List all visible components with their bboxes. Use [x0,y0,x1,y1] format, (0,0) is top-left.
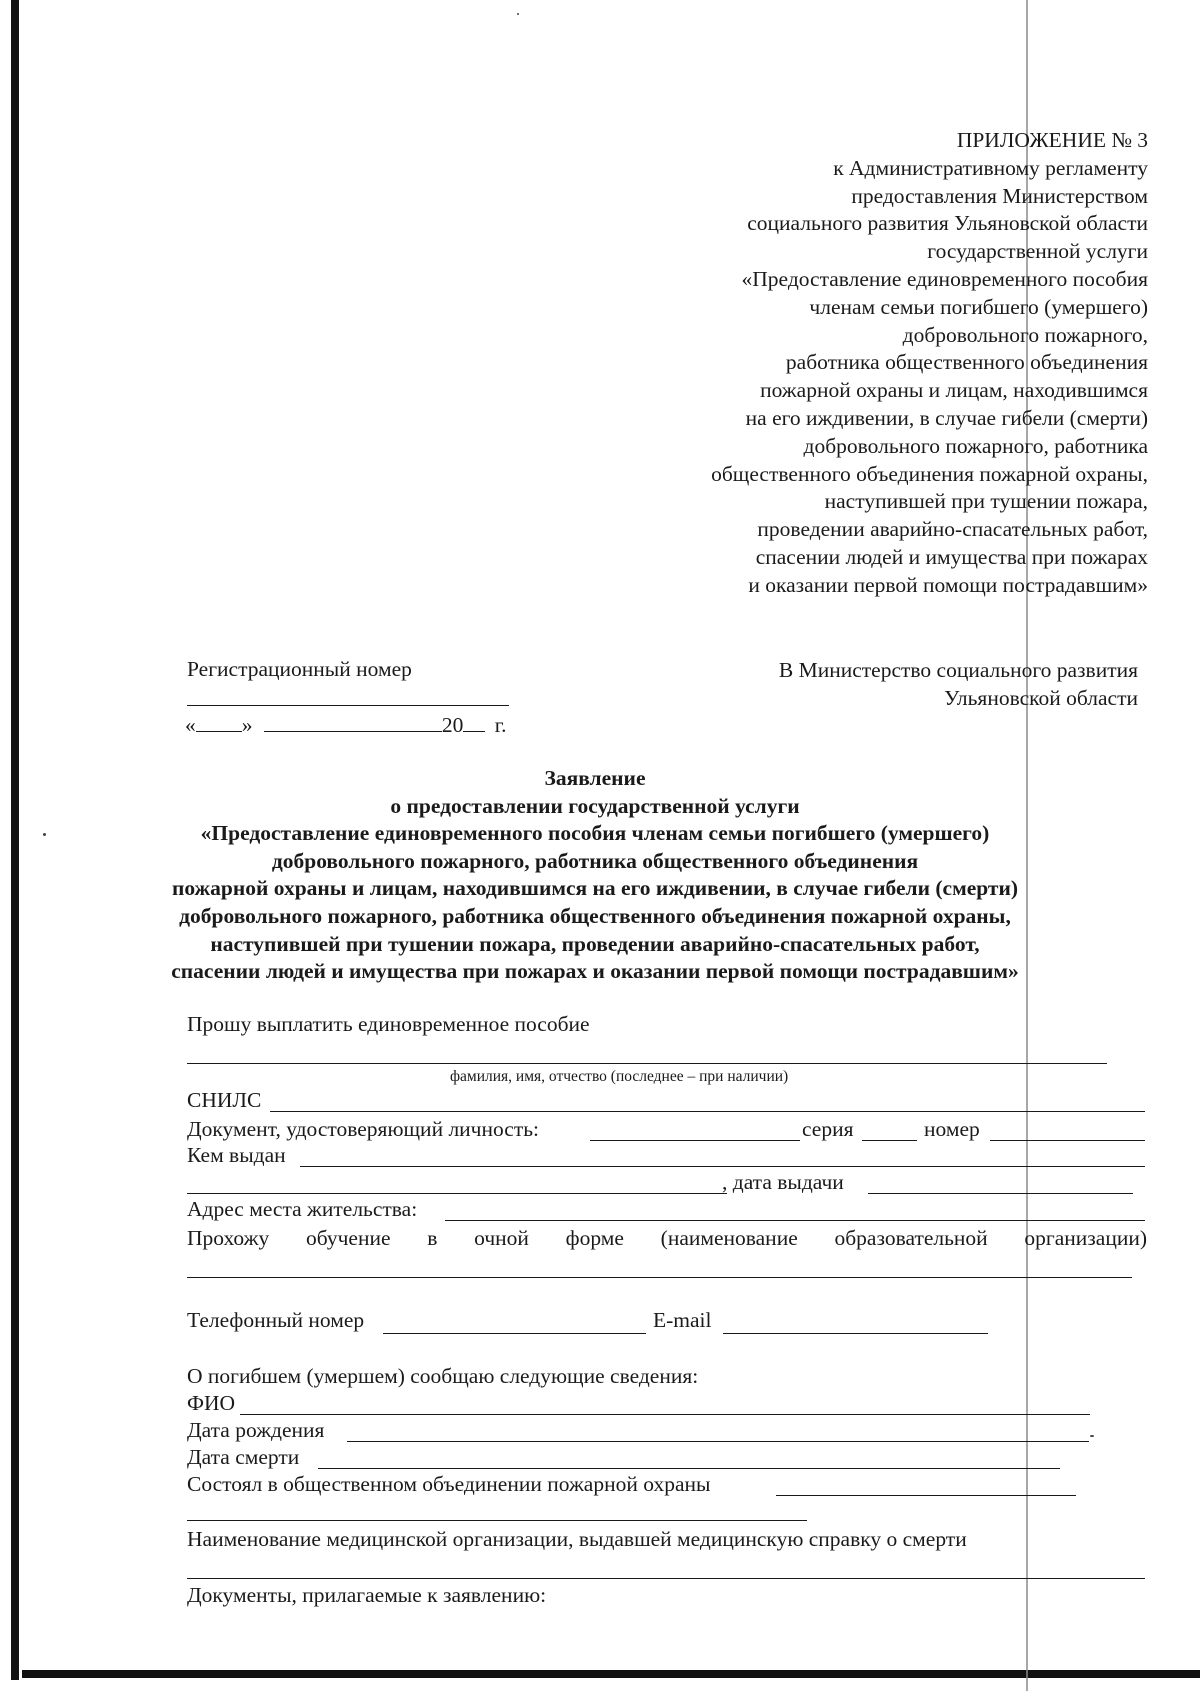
issued-by-label: Кем выдан [187,1143,286,1167]
study-word: образовательной [834,1226,988,1250]
death-date-label: Дата смерти [187,1445,300,1469]
deceased-fio-label: ФИО [187,1391,236,1415]
death-date-field[interactable] [318,1468,1060,1469]
birth-date-field[interactable] [347,1441,1089,1442]
title-line: спасении людей и имущества при пожарах и оказании первой помощи пострадавшим» [171,959,1019,984]
issued-by-field-continued[interactable] [187,1193,727,1194]
study-line [187,1226,1147,1251]
scan-edge-bottom [22,1670,1200,1678]
appendix-line: и оказании первой помощи пострадавшим» [748,572,1148,597]
deceased-fio-field[interactable] [240,1414,1090,1415]
membership-label: Состоял в общественном объединении пожарной охраны [187,1472,711,1496]
scan-speck [43,833,46,836]
registration-number-label: Регистрационный номер [187,657,412,681]
recipient-block [779,657,1138,712]
membership-field[interactable] [776,1495,1076,1496]
title-line: наступившей при тушении пожара, проведении аварийно-спасательных работ, [210,931,980,956]
study-word: форме [565,1226,624,1250]
study-word: (наименование [660,1226,798,1250]
appendix-line: пожарной охраны и лицам, находившимся [760,378,1148,403]
title-line: «Предоставление единовременного пособия членам семьи погибшего (умершего) [200,821,990,846]
appendix-header [548,127,1148,600]
date-close-quote: » [241,713,253,737]
study-word: обучение [305,1226,391,1250]
number-label: номер [924,1117,980,1141]
study-word: организации) [1024,1226,1147,1250]
scan-speck [1090,1435,1094,1437]
scan-speck [517,13,519,15]
membership-field-continued[interactable] [187,1520,807,1521]
registration-date [185,711,507,738]
appendix-line: работника общественного объединения [785,350,1148,375]
deceased-intro: О погибшем (умершем) сообщаю следующие сведения: [187,1364,699,1388]
appendix-line: общественного объединения пожарной охраны, [711,461,1148,486]
appendix-line: ПРИЛОЖЕНИЕ № 3 [956,128,1148,152]
id-document-label: Документ, удостоверяющий личность: [187,1117,539,1141]
address-field[interactable] [445,1220,1145,1221]
registration-number-field[interactable] [187,705,509,706]
email-field[interactable] [723,1333,988,1334]
series-field[interactable] [862,1140,917,1141]
recipient-line: В Министерство социального развития [778,658,1138,682]
address-label: Адрес места жительства: [187,1197,418,1221]
appendix-line: спасении людей и имущества при пожарах [755,544,1148,569]
appendix-line: социального развития Ульяновской области [747,211,1148,236]
fio-hint: фамилия, имя, отчество (последнее – при наличии) [450,1068,789,1085]
title-line: добровольного пожарного, работника общественного объединения пожарной охраны, [179,903,1011,928]
medical-org-field[interactable] [187,1578,1145,1579]
request-text: Прошу выплатить единовременное пособие [187,1012,590,1036]
study-word: очной [474,1226,529,1250]
appendix-line: проведении аварийно-спасательных работ, [757,517,1148,542]
title-line: пожарной охраны и лицам, находившимся на его иждивении, в случае гибели (смерти) [171,876,1019,901]
appendix-line: предоставления Министерством [851,183,1148,208]
snils-label: СНИЛС [187,1088,262,1112]
date-year-prefix: 20 [441,713,464,737]
title-line: о предоставлении государственной услуги [390,793,800,818]
appendix-line: наступившей при тушении пожара, [824,489,1148,514]
study-word: Прохожу [187,1226,270,1250]
application-title [150,765,1040,986]
recipient-line: Ульяновской области [944,685,1138,710]
title-line: добровольного пожарного, работника общественного объединения [271,848,919,873]
snils-field[interactable] [270,1111,1145,1112]
birth-date-label: Дата рождения [187,1418,325,1442]
issue-date-label: , дата выдачи [722,1170,844,1194]
appendix-line: добровольного пожарного, [902,322,1148,347]
appendix-line: на его иждивении, в случае гибели (смерти) [745,405,1148,430]
study-word: в [427,1226,438,1250]
scan-edge-left [11,0,19,1680]
date-month-field[interactable] [264,711,442,732]
issued-by-field[interactable] [300,1166,1145,1167]
appendix-line: к Административному регламенту [833,155,1148,180]
phone-label: Телефонный номер [187,1308,365,1332]
education-organization-field[interactable] [187,1277,1132,1278]
date-day-field[interactable] [196,711,242,732]
id-document-field[interactable] [590,1140,800,1141]
series-label: серия [802,1117,854,1141]
issue-date-field[interactable] [868,1193,1133,1194]
title-line: Заявление [544,766,646,790]
date-open-quote: « [185,713,196,737]
appendix-line: «Предоставление единовременного пособия [741,266,1148,291]
date-year-suffix: г. [494,713,507,737]
date-year-field[interactable] [463,711,485,732]
attachments-label: Документы, прилагаемые к заявлению: [187,1583,547,1607]
appendix-line: добровольного пожарного, работника [803,433,1148,458]
number-field[interactable] [990,1140,1145,1141]
email-label: E-mail [653,1308,712,1332]
applicant-fio-field[interactable] [187,1063,1107,1064]
phone-field[interactable] [383,1333,646,1334]
appendix-line: государственной услуги [927,239,1148,264]
medical-org-label: Наименование медицинской организации, выдавшей медицинскую справку о смерти [187,1527,967,1551]
appendix-line: членам семьи погибшего (умершего) [809,294,1148,319]
